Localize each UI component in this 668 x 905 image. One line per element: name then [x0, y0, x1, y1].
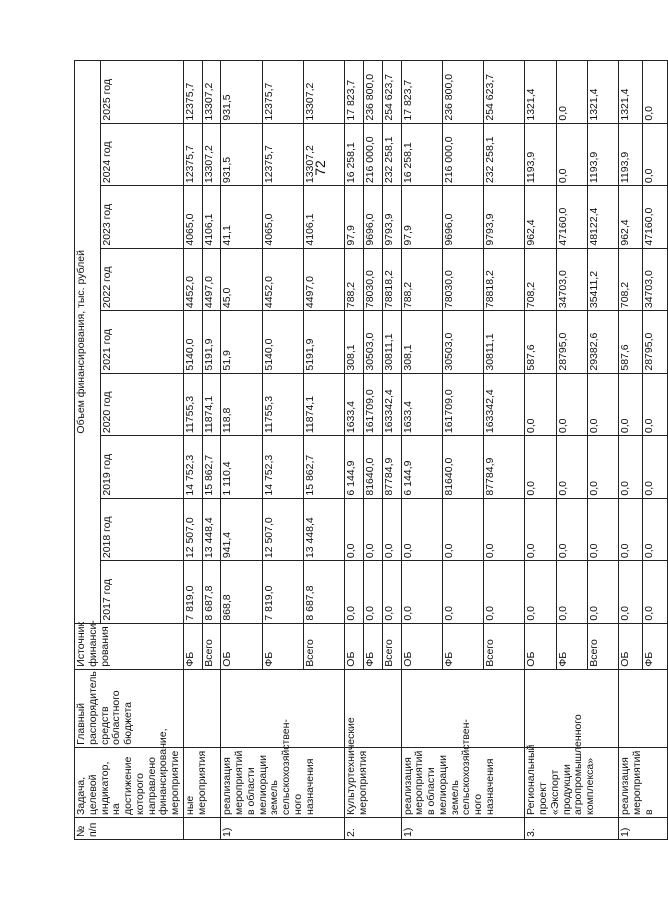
funding-value: 0,0 [619, 498, 643, 561]
funding-value: 236 800,0 [363, 61, 382, 124]
funding-value: 308,1 [401, 311, 442, 374]
funding-value: 15 862,7 [202, 436, 221, 499]
rotated-table-container [74, 60, 656, 840]
funding-value: 0,0 [556, 436, 587, 499]
funding-value: 6 144,9 [401, 436, 442, 499]
funding-value: 28795,0 [643, 311, 668, 374]
funding-value: 0,0 [556, 61, 587, 124]
funding-value: 78030,0 [442, 248, 483, 311]
funding-value: 13 448,4 [303, 498, 344, 561]
funding-value: 941,4 [221, 498, 262, 561]
funding-value: 78818,2 [484, 248, 525, 311]
funding-value: 30811,1 [382, 311, 401, 374]
funding-value: 0,0 [484, 561, 525, 624]
funding-value: 788,2 [401, 248, 442, 311]
funding-value: 0,0 [619, 561, 643, 624]
funding-value: 0,0 [643, 561, 668, 624]
funding-value: 0,0 [643, 498, 668, 561]
funding-value: 11755,3 [262, 373, 303, 436]
funding-value: 0,0 [587, 436, 618, 499]
funding-value: 0,0 [345, 498, 364, 561]
distributor-cell [183, 669, 221, 747]
funding-value: 4452,0 [183, 248, 202, 311]
funding-value: 931,5 [221, 61, 262, 124]
funding-value: 308,1 [345, 311, 364, 374]
funding-value: 0,0 [525, 498, 556, 561]
funding-value: 0,0 [363, 498, 382, 561]
funding-source: ОБ [345, 623, 364, 669]
funding-value: 1321,4 [525, 61, 556, 124]
header-year: 2025 год [100, 61, 183, 124]
funding-value: 47160,0 [556, 186, 587, 249]
funding-value: 1 110,4 [221, 436, 262, 499]
row-number: 3. [525, 817, 619, 839]
funding-value: 962,4 [525, 186, 556, 249]
funding-value: 8 687,8 [303, 561, 344, 624]
funding-value: 0,0 [442, 498, 483, 561]
funding-value: 118,8 [221, 373, 262, 436]
funding-value: 4065,0 [262, 186, 303, 249]
header-year: 2017 год [100, 561, 183, 624]
funding-value: 41,1 [221, 186, 262, 249]
measure-name: реализация мероприятий в области мелиорации земель сельскохозяйствен-ного назначения [221, 747, 345, 817]
funding-value: 1321,4 [587, 61, 618, 124]
funding-source: ОБ [221, 623, 262, 669]
funding-value: 34703,0 [643, 248, 668, 311]
table-row [525, 61, 556, 840]
funding-value: 931,5 [221, 123, 262, 186]
funding-value: 87784,9 [382, 436, 401, 499]
funding-value: 11874,1 [303, 373, 344, 436]
funding-source: ОБ [401, 623, 442, 669]
funding-value: 47160,0 [643, 186, 668, 249]
funding-value: 15 862,7 [303, 436, 344, 499]
funding-value: 0,0 [643, 373, 668, 436]
header-year: 2019 год [100, 436, 183, 499]
funding-value: 868,8 [221, 561, 262, 624]
row-number: 2. [345, 817, 401, 839]
row-number [183, 817, 221, 839]
funding-value: 0,0 [619, 436, 643, 499]
funding-value: 4106,1 [202, 186, 221, 249]
row-number: 1) [221, 817, 345, 839]
funding-value: 78818,2 [382, 248, 401, 311]
funding-value: 1193,9 [525, 123, 556, 186]
funding-value: 1193,9 [619, 123, 643, 186]
funding-value: 16 258,1 [345, 123, 364, 186]
table-row [221, 61, 262, 840]
funding-value: 0,0 [525, 561, 556, 624]
funding-value: 0,0 [643, 123, 668, 186]
funding-value: 0,0 [525, 373, 556, 436]
funding-source: ОБ [619, 623, 643, 669]
funding-value: 13 448,4 [202, 498, 221, 561]
funding-value: 0,0 [556, 561, 587, 624]
funding-value: 0,0 [556, 373, 587, 436]
funding-value: 12375,7 [262, 123, 303, 186]
funding-value: 4497,0 [202, 248, 221, 311]
funding-value: 30811,1 [484, 311, 525, 374]
funding-value: 12375,7 [183, 61, 202, 124]
funding-value: 9793,9 [484, 186, 525, 249]
funding-source: ФБ [442, 623, 483, 669]
funding-value: 0,0 [484, 498, 525, 561]
header-num: № п/п [75, 817, 184, 839]
funding-value: 0,0 [619, 373, 643, 436]
funding-value: 0,0 [345, 561, 364, 624]
funding-value: 161709,0 [442, 373, 483, 436]
funding-value: 13307,2 [202, 61, 221, 124]
funding-value: 163342,4 [382, 373, 401, 436]
funding-value: 29382,6 [587, 311, 618, 374]
row-number: 1) [619, 817, 668, 839]
funding-value: 163342,4 [484, 373, 525, 436]
header-funding: Объем финансирования, тыс. рублей [75, 61, 101, 624]
funding-value: 4452,0 [262, 248, 303, 311]
funding-value: 4497,0 [303, 248, 344, 311]
funding-value: 0,0 [587, 561, 618, 624]
funding-value: 0,0 [556, 498, 587, 561]
funding-value: 87784,9 [484, 436, 525, 499]
funding-value: 5191,9 [202, 311, 221, 374]
funding-value: 232 258,1 [484, 123, 525, 186]
header-year: 2018 год [100, 498, 183, 561]
table-row [183, 61, 202, 840]
funding-value: 9793,9 [382, 186, 401, 249]
funding-value: 35411,2 [587, 248, 618, 311]
funding-value: 11874,1 [202, 373, 221, 436]
funding-value: 48122,4 [587, 186, 618, 249]
funding-value: 28795,0 [556, 311, 587, 374]
funding-value: 0,0 [587, 498, 618, 561]
funding-value: 0,0 [382, 561, 401, 624]
funding-value: 51,9 [221, 311, 262, 374]
funding-value: 708,2 [525, 248, 556, 311]
funding-source: ФБ [643, 623, 668, 669]
funding-value: 0,0 [643, 436, 668, 499]
table-row [619, 61, 643, 840]
funding-value: 236 800,0 [442, 61, 483, 124]
funding-value: 7 819,0 [262, 561, 303, 624]
table-row [345, 61, 364, 840]
row-number: 1) [401, 817, 525, 839]
measure-name: ные мероприятия [183, 747, 221, 817]
funding-value: 34703,0 [556, 248, 587, 311]
funding-value: 587,6 [619, 311, 643, 374]
funding-value: 14 752,3 [262, 436, 303, 499]
funding-value: 12 507,0 [262, 498, 303, 561]
funding-value: 81640,0 [442, 436, 483, 499]
funding-value: 0,0 [401, 498, 442, 561]
funding-source: ФБ [363, 623, 382, 669]
funding-value: 11755,3 [183, 373, 202, 436]
funding-value: 13307,2 [303, 61, 344, 124]
funding-value: 4106,1 [303, 186, 344, 249]
measure-name: Региональный проект «Экспорт продукции агропромышленного комплекса» [525, 747, 619, 817]
funding-source: ФБ [556, 623, 587, 669]
funding-value: 216 000,0 [442, 123, 483, 186]
funding-value: 97,9 [345, 186, 364, 249]
funding-value: 0,0 [442, 561, 483, 624]
funding-value: 0,0 [556, 123, 587, 186]
measure-name: Культуртехнические мероприятия [345, 747, 401, 817]
funding-value: 30503,0 [442, 311, 483, 374]
funding-value: 0,0 [643, 61, 668, 124]
funding-value: 5191,9 [303, 311, 344, 374]
funding-value: 216 000,0 [363, 123, 382, 186]
funding-value: 81640,0 [363, 436, 382, 499]
funding-value: 1193,9 [587, 123, 618, 186]
funding-value: 587,6 [525, 311, 556, 374]
funding-value: 708,2 [619, 248, 643, 311]
funding-value: 0,0 [401, 561, 442, 624]
funding-value: 13307,2 [202, 123, 221, 186]
funding-source: Всего [382, 623, 401, 669]
header-year: 2020 год [100, 373, 183, 436]
funding-value: 13307,2 [303, 123, 344, 186]
funding-value: 9696,0 [442, 186, 483, 249]
funding-source: ОБ [525, 623, 556, 669]
funding-value: 8 687,8 [202, 561, 221, 624]
funding-value: 78030,0 [363, 248, 382, 311]
funding-value: 5140,0 [183, 311, 202, 374]
funding-value: 45,0 [221, 248, 262, 311]
funding-value: 12375,7 [262, 61, 303, 124]
funding-value: 9696,0 [363, 186, 382, 249]
measure-name: реализация мероприятий в [619, 747, 668, 817]
funding-source: Всего [587, 623, 618, 669]
header-year: 2023 год [100, 186, 183, 249]
header-task: Задача, целевой индикатор, на достижение которого направлено финансирование, мероприятие [75, 747, 184, 817]
funding-source: ФБ [183, 623, 202, 669]
distributor-cell [619, 669, 668, 747]
funding-value: 0,0 [525, 436, 556, 499]
funding-value: 4065,0 [183, 186, 202, 249]
funding-value: 788,2 [345, 248, 364, 311]
funding-value: 12375,7 [183, 123, 202, 186]
funding-value: 0,0 [382, 498, 401, 561]
header-source: Источник финанси-рования [75, 623, 184, 669]
funding-value: 1321,4 [619, 61, 643, 124]
funding-value: 97,9 [401, 186, 442, 249]
funding-value: 161709,0 [363, 373, 382, 436]
funding-value: 232 258,1 [382, 123, 401, 186]
funding-source: Всего [484, 623, 525, 669]
funding-value: 6 144,9 [345, 436, 364, 499]
page-number-text: 72 [311, 160, 328, 176]
funding-value: 5140,0 [262, 311, 303, 374]
funding-source: Всего [202, 623, 221, 669]
funding-value: 962,4 [619, 186, 643, 249]
funding-source: Всего [303, 623, 344, 669]
funding-value: 16 258,1 [401, 123, 442, 186]
funding-value: 7 819,0 [183, 561, 202, 624]
funding-table [74, 60, 668, 840]
header-year: 2022 год [100, 248, 183, 311]
funding-value: 1633,4 [401, 373, 442, 436]
measure-name: реализация мероприятий в области мелиорации земель сельскохозяйствен-ного назначения [401, 747, 525, 817]
funding-value: 17 823,7 [401, 61, 442, 124]
funding-value: 1633,4 [345, 373, 364, 436]
funding-value: 0,0 [363, 561, 382, 624]
funding-value: 17 823,7 [345, 61, 364, 124]
funding-source: ФБ [262, 623, 303, 669]
funding-value: 254 623,7 [382, 61, 401, 124]
funding-value: 30503,0 [363, 311, 382, 374]
funding-value: 0,0 [587, 373, 618, 436]
table-row [401, 61, 442, 840]
funding-value: 12 507,0 [183, 498, 202, 561]
header-distributor: Главный распорядитель средств областного бюджета [75, 669, 184, 747]
header-year: 2021 год [100, 311, 183, 374]
funding-value: 254 623,7 [484, 61, 525, 124]
funding-value: 14 752,3 [183, 436, 202, 499]
header-year: 2024 год [100, 123, 183, 186]
